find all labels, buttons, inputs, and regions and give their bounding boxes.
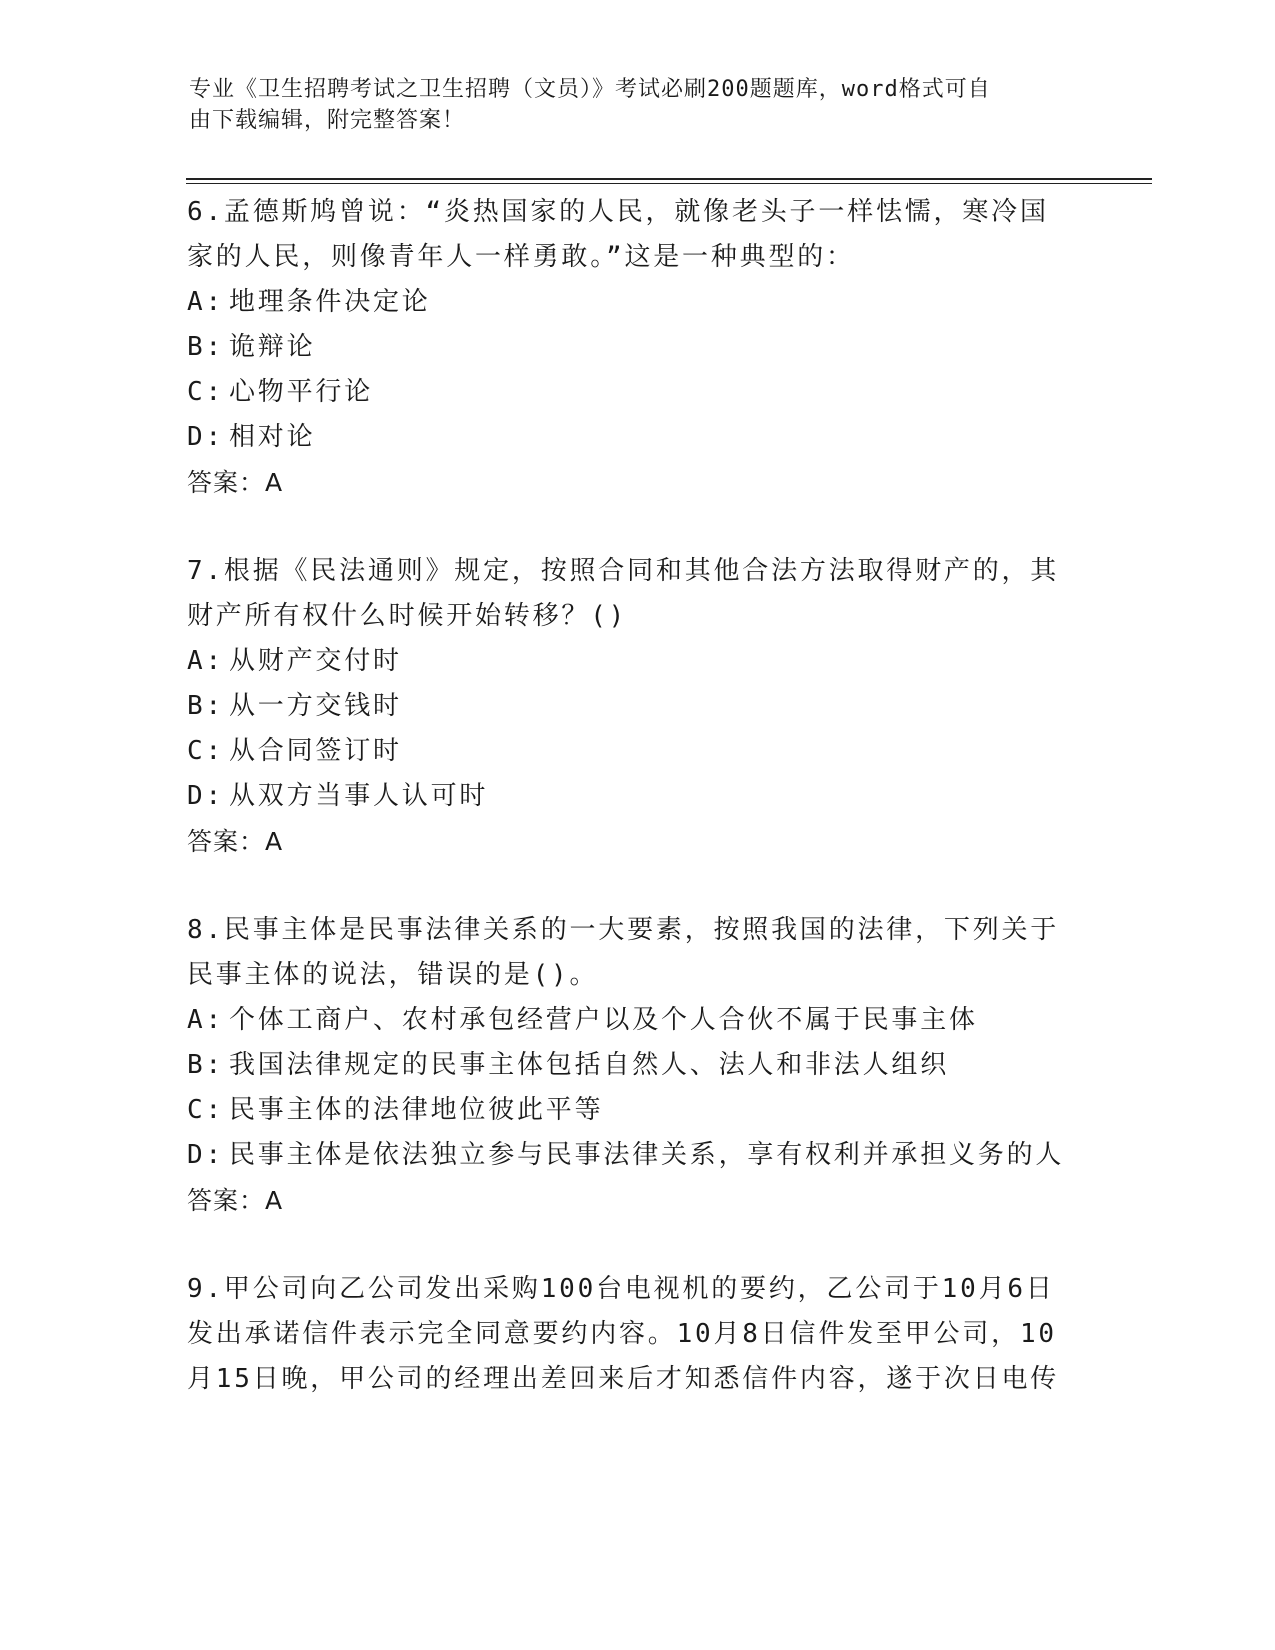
question-stem: 7.根据《民法通则》规定，按照合同和其他合法方法取得财产的，其 财产所有权什么时候开始转移？() <box>187 556 1060 631</box>
option-d: D: 相对论 <box>187 422 316 452</box>
option-d: D: 民事主体是依法独立参与民事法律关系，享有权利并承担义务的人 <box>187 1140 1065 1170</box>
question-stem: 9.甲公司向乙公司发出采购100台电视机的要约，乙公司于10月6日 发出承诺信件表示完全同意要约内容。10月8日信件发至甲公司，10 月15日晚，甲公司的经理出差回来后才知悉信件内容，遂于次日电传 <box>187 1274 1060 1394</box>
header-divider-thick <box>186 178 1152 180</box>
option-b: B: 我国法律规定的民事主体包括自然人、法人和非法人组织 <box>187 1050 950 1080</box>
question-9 <box>187 1267 1087 1402</box>
question-stem: 8.民事主体是民事法律关系的一大要素，按照我国的法律，下列关于 民事主体的说法，错误的是()。 <box>187 915 1060 990</box>
option-b: B: 从一方交钱时 <box>187 691 402 721</box>
question-8 <box>187 908 1087 1223</box>
question-6 <box>187 190 1087 505</box>
option-d: D: 从双方当事人认可时 <box>187 781 489 811</box>
option-a: A: 从财产交付时 <box>187 646 402 676</box>
option-c: C: 从合同签订时 <box>187 736 402 766</box>
header-line-2: 由下载编辑，附完整答案！ <box>189 108 466 133</box>
option-c: C: 心物平行论 <box>187 377 374 407</box>
option-c: C: 民事主体的法律地位彼此平等 <box>187 1095 604 1125</box>
answer-line: 答案：A <box>187 468 284 497</box>
document-header <box>189 74 1089 136</box>
header-divider-thin <box>186 183 1152 184</box>
question-stem: 6.孟德斯鸠曾说：“炎热国家的人民，就像老头子一样怯懦，寒冷国 家的人民，则像青年人一样勇敢。”这是一种典型的： <box>187 197 1049 272</box>
option-b: B: 诡辩论 <box>187 332 316 362</box>
header-line-1: 专业《卫生招聘考试之卫生招聘（文员）》考试必刷200题题库，word格式可自 <box>189 77 991 102</box>
question-list <box>187 190 1087 1446</box>
answer-line: 答案：A <box>187 827 284 856</box>
question-7 <box>187 549 1087 864</box>
option-a: A: 个体工商户、农村承包经营户以及个人合伙不属于民事主体 <box>187 1005 978 1035</box>
option-a: A: 地理条件决定论 <box>187 287 431 317</box>
answer-line: 答案：A <box>187 1186 284 1215</box>
